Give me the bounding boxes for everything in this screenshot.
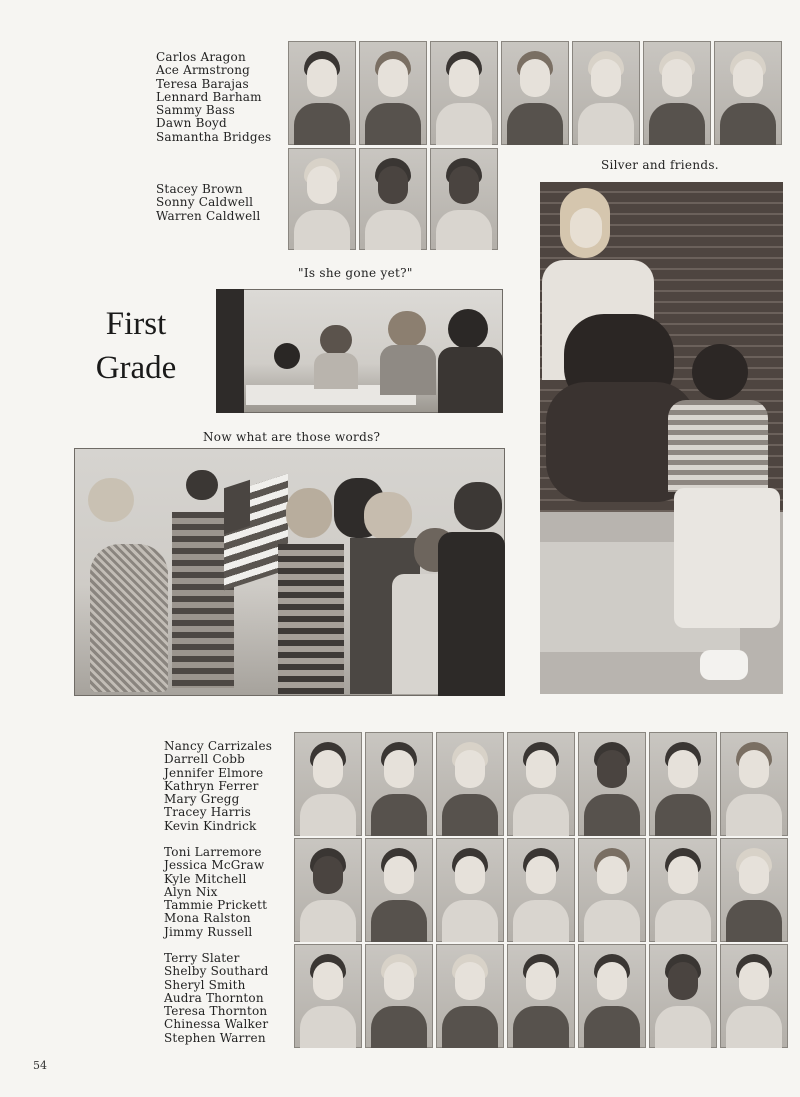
- student-name: Teresa Barajas: [156, 76, 249, 91]
- student-name: Nancy Carrizales: [164, 739, 273, 753]
- student-portrait: [294, 732, 362, 836]
- student-portrait: [436, 838, 504, 942]
- student-name: Jimmy Russell: [164, 924, 253, 939]
- student-name: Shelby Southard: [164, 964, 269, 979]
- student-portrait: [359, 41, 427, 145]
- student-portrait: [294, 944, 362, 1048]
- student-portrait: [365, 944, 433, 1048]
- student-name: Kevin Kindrick: [164, 818, 257, 833]
- student-portrait: [430, 148, 498, 250]
- student-name: Sheryl Smith: [164, 977, 246, 992]
- student-name: Warren Caldwell: [156, 208, 261, 223]
- student-portrait: [359, 148, 427, 250]
- name-list-group-5: [164, 952, 268, 1045]
- student-portrait: [436, 944, 504, 1048]
- student-name: Dawn Boyd: [156, 116, 227, 131]
- student-name: Carlos Aragon: [156, 50, 246, 64]
- student-portrait: [507, 838, 575, 942]
- student-portrait: [714, 41, 782, 145]
- student-portrait: [649, 838, 717, 942]
- student-name: Audra Thornton: [164, 990, 264, 1005]
- student-name: Terry Slater: [164, 951, 240, 965]
- student-portrait: [572, 41, 640, 145]
- student-portrait: [643, 41, 711, 145]
- student-portrait: [288, 148, 356, 250]
- student-portrait: [288, 41, 356, 145]
- student-name: Sonny Caldwell: [156, 195, 254, 210]
- student-portrait: [365, 732, 433, 836]
- student-portrait: [294, 838, 362, 942]
- name-list-group-2: [156, 183, 260, 223]
- student-name: Tracey Harris: [164, 805, 251, 820]
- student-name: Jennifer Elmore: [164, 765, 264, 780]
- student-name: Ace Armstrong: [156, 63, 251, 78]
- student-portrait: [720, 838, 788, 942]
- classroom-desk-photo: [216, 289, 503, 413]
- student-name: Jessica McGraw: [164, 858, 265, 873]
- student-portrait: [720, 944, 788, 1048]
- student-name: Samantha Bridges: [156, 129, 272, 144]
- student-portrait: [649, 944, 717, 1048]
- portrait-row-3: [294, 732, 788, 836]
- caption-what-are-those-words: Now what are those words?: [203, 430, 381, 444]
- student-portrait: [430, 41, 498, 145]
- section-title-line-2: Grade: [95, 350, 177, 386]
- student-name: Darrell Cobb: [164, 752, 246, 767]
- student-name: Sammy Bass: [156, 103, 236, 118]
- student-portrait: [507, 732, 575, 836]
- student-name: Stacey Brown: [156, 182, 243, 196]
- student-name: Tammie Prickett: [164, 898, 268, 913]
- student-portrait: [507, 944, 575, 1048]
- section-title: [78, 302, 194, 390]
- silver-and-friends-photo: [540, 182, 783, 694]
- student-portrait: [578, 732, 646, 836]
- name-list-group-3: [164, 740, 272, 833]
- caption-is-she-gone: "Is she gone yet?": [298, 266, 413, 280]
- student-portrait: [501, 41, 569, 145]
- student-portrait: [649, 732, 717, 836]
- portrait-row-4: [294, 838, 788, 942]
- student-portrait: [720, 732, 788, 836]
- student-name: Stephen Warren: [164, 1030, 266, 1045]
- student-name: Chinessa Walker: [164, 1017, 269, 1032]
- section-title-line-1: First: [105, 306, 167, 342]
- student-name: Mary Gregg: [164, 792, 240, 807]
- student-name: Toni Larremore: [164, 845, 262, 859]
- student-portrait: [436, 732, 504, 836]
- student-portrait: [578, 838, 646, 942]
- student-name: Mona Ralston: [164, 911, 251, 926]
- pledge-flag-photo: [74, 448, 505, 696]
- student-name: Kyle Mitchell: [164, 871, 247, 886]
- portrait-row-5: [294, 944, 788, 1048]
- student-name: Kathryn Ferrer: [164, 778, 259, 793]
- student-name: Lennard Barham: [156, 89, 262, 104]
- portrait-row-1: [288, 41, 782, 145]
- portrait-row-2: [288, 148, 498, 250]
- student-portrait: [365, 838, 433, 942]
- page-number: 54: [33, 1059, 47, 1072]
- name-list-group-4: [164, 846, 267, 939]
- name-list-group-1: [156, 51, 271, 144]
- student-name: Alyn Nix: [164, 884, 218, 899]
- caption-silver-and-friends: Silver and friends.: [601, 158, 719, 172]
- student-name: Teresa Thornton: [164, 1004, 268, 1019]
- student-portrait: [578, 944, 646, 1048]
